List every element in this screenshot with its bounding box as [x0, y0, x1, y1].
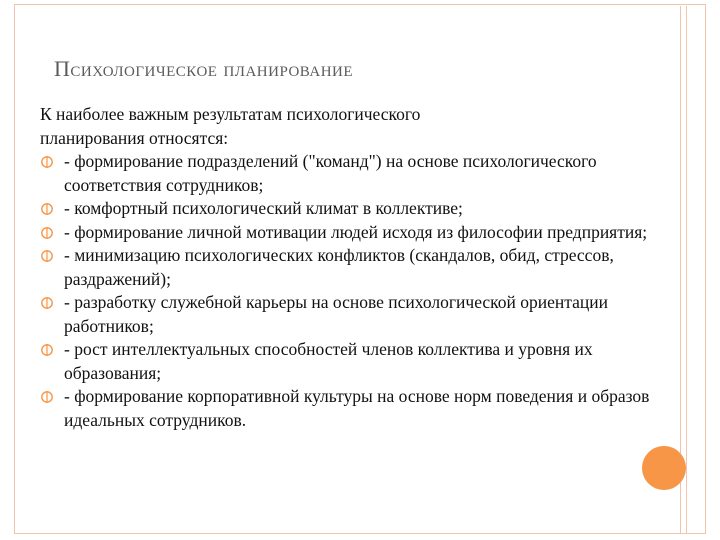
decorative-orange-circle — [642, 446, 686, 490]
slide-title — [54, 56, 353, 82]
bullet-list — [40, 150, 670, 432]
intro-line-2: планирования относятся: — [40, 127, 229, 148]
list-item — [40, 338, 670, 385]
list-item — [40, 244, 670, 291]
bullet-text: - формирование подразделений ("команд") на основе психологического соответствия сотрудников; — [64, 151, 597, 195]
open-circle-cross-icon — [40, 202, 54, 216]
open-circle-cross-icon — [40, 390, 54, 404]
title-first-letter: П — [54, 56, 71, 81]
title-word-2: ПЛАНИРОВАНИЕ — [223, 64, 354, 80]
open-circle-cross-icon — [40, 226, 54, 240]
slide-body — [40, 103, 670, 432]
list-item — [40, 197, 670, 221]
list-item — [40, 291, 670, 338]
title-word-1: СИХОЛОГИЧЕСКОЕ — [70, 64, 218, 80]
list-item — [40, 385, 670, 432]
open-circle-cross-icon — [40, 155, 54, 169]
frame-right-rule-outer — [686, 6, 687, 534]
intro-paragraph — [40, 103, 670, 150]
intro-line-1: К наиболее важным результатам психологического — [40, 104, 421, 124]
list-item — [40, 150, 670, 197]
open-circle-cross-icon — [40, 249, 54, 263]
bullet-text: - рост интеллектуальных способностей членов коллектива и уровня их образования; — [64, 339, 593, 383]
list-item — [40, 221, 670, 245]
bullet-text: - формирование личной мотивации людей исходя из философии предприятия; — [64, 221, 648, 242]
bullet-text: - формирование корпоративной культуры на основе норм поведения и образов идеальных сотрудников. — [64, 386, 650, 430]
bullet-text: - минимизацию психологических конфликтов (скандалов, обид, стрессов, раздражений); — [64, 245, 614, 289]
bullet-text: - разработку служебной карьеры на основе психологической ориентации работников; — [64, 292, 608, 336]
open-circle-cross-icon — [40, 343, 54, 357]
open-circle-cross-icon — [40, 296, 54, 310]
bullet-text: - комфортный психологический климат в коллективе; — [64, 198, 463, 218]
